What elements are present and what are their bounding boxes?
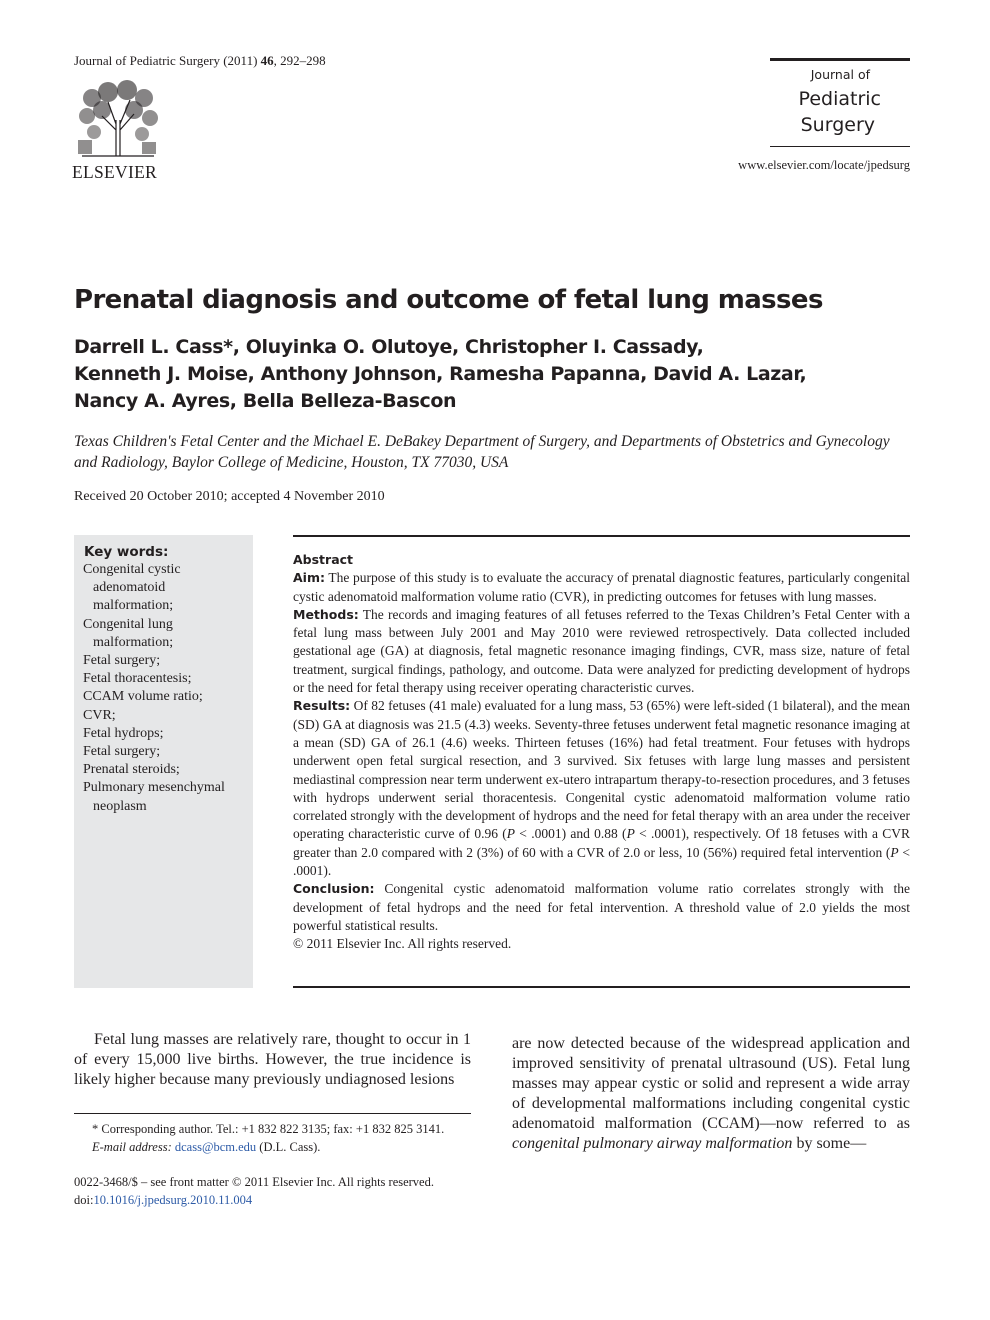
col2-text-b: by some— (792, 1135, 867, 1152)
aim-label: Aim: (293, 570, 325, 586)
methods-label: Methods: (293, 606, 359, 622)
keywords-list (83, 561, 248, 816)
journal-logo-rule-bottom (770, 146, 910, 147)
authors-line-3: Nancy A. Ayres, Bella Belleza-Bascon (74, 390, 457, 412)
journal-logo-rule-top (770, 58, 910, 61)
results-text-3: < .0001), respectively. Of 18 fetuses with a CVR greater than 2.0 compared with 2 (3%) of 60 with a CVR of 2.0 or less, 10 (56%) required fetal intervention ( (293, 826, 910, 860)
front-matter (74, 1173, 471, 1209)
results-p-2: P (626, 826, 635, 842)
citation-pages: , 292–298 (273, 53, 326, 68)
email-suffix: (D.L. Cass). (256, 1140, 321, 1154)
abstract-rule-top (293, 535, 910, 537)
authors-line-1: Darrell L. Cass*, Oluyinka O. Olutoye, Christopher I. Cassady, (74, 336, 704, 358)
keyword-item: Pulmonary mesenchymal neoplasm (83, 780, 225, 814)
keyword-item: Fetal hydrops; (83, 725, 164, 741)
results-text-4: < .0001). (293, 844, 910, 879)
author-list (74, 334, 894, 415)
elsevier-tree-logo (72, 80, 164, 158)
abstract-results (293, 697, 910, 880)
footnote (74, 1120, 471, 1156)
body-column-2 (512, 1034, 910, 1154)
keyword-item: Fetal surgery; (83, 653, 161, 669)
email-label: E-mail address: (92, 1140, 172, 1154)
conclusion-text: Congenital cystic adenomatoid malformation volume ratio correlates strongly with the development of fetal hydrops and the need for fetal intervention. A threshold value of 2.0 yields the most powerful statistical results. (293, 881, 910, 933)
keyword-item: Prenatal steroids; (83, 762, 180, 778)
keyword-item: Fetal surgery; (83, 744, 161, 760)
received-dates: Received 20 October 2010; accepted 4 November 2010 (74, 489, 385, 504)
affiliation: Texas Children's Fetal Center and the Michael E. DeBakey Department of Surgery, and Departments of Obstetrics and Gynecology and Radiology, Baylor College of Medicine, Houston, TX 77030, USA (74, 433, 890, 471)
methods-text: The records and imaging features of all fetuses referred to the Texas Children’s Fetal Center with a fetal lung mass between July 2001 and May 2010 were reviewed retrospectively. Data collected included gestational age (GA) at diagnosis, fetal magnetic resonance imaging findings, CVR, mass size, nature of fetal treatment, surgical findings, pathology, and outcome. Data were analyzed for predicting development of hydrops or the need for fetal therapy using receiver operating characteristic curves. (293, 606, 910, 696)
keyword-item: Fetal thoracentesis; (83, 671, 192, 687)
journal-logo (770, 62, 910, 146)
tree-icon (72, 80, 164, 158)
abstract-heading: Abstract (293, 552, 354, 567)
keyword-item: Congenital cystic adenomatoid malformation; (83, 562, 181, 614)
abstract-conclusion (293, 880, 910, 935)
aim-text: The purpose of this study is to evaluate the accuracy of prenatal diagnostic features, particularly congenital cystic adenomatoid malformation volume ratio (CVR), in predicting outcomes for fetuses with lung masses. (293, 570, 910, 604)
col2-italic: congenital pulmonary airway malformation (512, 1135, 793, 1152)
abstract-aim (293, 569, 910, 606)
footnote-rule (74, 1113, 471, 1114)
abstract-methods (293, 606, 910, 697)
col2-text-a: are now detected because of the widespread application and improved sensitivity of prenatal ultrasound (US). Fetal lung masses may appear cystic or solid and represent a wide array of developmental malformations including congenital cystic adenomatoid malformation (CCAM)—now referred to as (512, 1035, 910, 1132)
results-text-2: < .0001) and 0.88 ( (515, 826, 627, 842)
corresponding-author: * Corresponding author. Tel.: +1 832 822 3135; fax: +1 832 825 3141. (92, 1122, 445, 1136)
keywords-title: Key words: (84, 544, 169, 560)
journal-logo-line3: Surgery (800, 114, 875, 136)
keywords-box (74, 535, 253, 988)
email-link[interactable]: dcass@bcm.edu (174, 1140, 257, 1154)
journal-logo-line2: Pediatric (798, 88, 881, 110)
journal-url[interactable]: www.elsevier.com/locate/jpedsurg (738, 158, 910, 172)
publisher-name: ELSEVIER (72, 162, 158, 182)
citation-volume: 46 (260, 53, 274, 68)
abstract-rule-bottom (293, 986, 910, 988)
citation-journal: Journal of Pediatric Surgery (2011) (74, 53, 258, 68)
conclusion-label: Conclusion: (293, 881, 375, 897)
journal-citation (74, 53, 326, 69)
results-label: Results: (293, 698, 351, 714)
results-p-1: P (506, 826, 515, 842)
journal-logo-line1: Journal of (810, 67, 870, 82)
keyword-item: CVR; (83, 707, 116, 723)
abstract-copyright: © 2011 Elsevier Inc. All rights reserved. (293, 936, 512, 952)
results-text-1: Of 82 fetuses (41 male) evaluated for a lung mass, 53 (65%) were left-sided (1 bilateral), and the mean (SD) GA at diagnosis was 21.5 (4.3) weeks. Seventy-three fetuses underwent fetal magnetic resonance imaging at a mean (SD) GA of 26.1 (4.6) weeks. Thirteen fetuses (16%) had fetal treatment. Four fetuses with hydrops underwent open fetal surgical resection, and 3 survived. Six fetuses with large lung masses and persistent mediastinal compression near term underwent ex-utero intrapartum therapy-to-resection procedures, and 3 fetuses with hydrops underwent serial thoracentesis. Congenital cystic adenomatoid malformation volume ratio correlated strongly with the development of hydrops and the need for fetal therapy with an area under the receiver operating characteristic curve of 0.96 ( (293, 698, 911, 842)
doi-label: doi: (74, 1193, 94, 1207)
email-line (74, 1138, 471, 1156)
keyword-item: CCAM volume ratio; (83, 689, 203, 705)
doi-link[interactable]: 10.1016/j.jpedsurg.2010.11.004 (93, 1193, 253, 1207)
body-column-1: Fetal lung masses are relatively rare, thought to occur in 1 of every 15,000 live births. However, the true incidence is likely higher because many previously undiagnosed lesions (74, 1031, 471, 1088)
doi-line (74, 1191, 471, 1209)
results-p-3: P (890, 844, 899, 860)
abstract (293, 551, 910, 954)
article-title: Prenatal diagnosis and outcome of fetal lung masses (74, 285, 823, 315)
issn-line: 0022-3468/$ – see front matter © 2011 Elsevier Inc. All rights reserved. (74, 1175, 434, 1189)
keyword-item: Congenital lung malformation; (83, 616, 174, 650)
authors-line-2: Kenneth J. Moise, Anthony Johnson, Ramesha Papanna, David A. Lazar, (74, 363, 807, 385)
